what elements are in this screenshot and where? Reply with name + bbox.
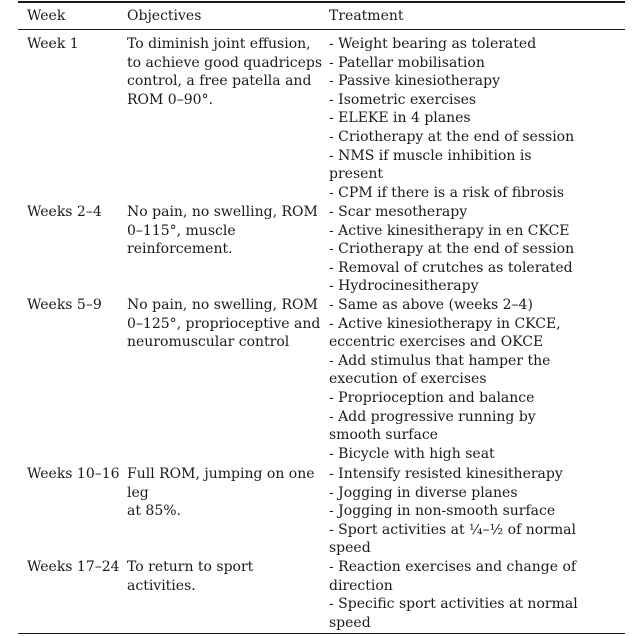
treatment-line: smooth surface <box>329 427 438 444</box>
treatment-line: - Active kinesiotherapy in CKCE, <box>329 315 561 332</box>
treatment-line: - Jogging in diverse planes <box>329 484 518 501</box>
treatment-line: - Criotherapy at the end of session <box>329 241 575 258</box>
header-treatment: Treatment <box>329 8 404 24</box>
treatment-line: - Specific sport activities at normal <box>329 596 578 613</box>
treatment-cell <box>329 203 625 296</box>
treatment-cell <box>329 35 625 202</box>
treatment-cell <box>329 296 625 463</box>
week-cell: Weeks 5–9 <box>27 297 102 313</box>
treatment-line: - NMS if muscle inhibition is <box>329 147 532 164</box>
treatment-line: - Jogging in non-smooth surface <box>329 503 556 520</box>
week-cell: Weeks 17–24 <box>27 559 120 575</box>
objectives-cell <box>127 558 323 595</box>
treatment-line: speed <box>329 614 371 631</box>
treatment-line: - Passive kinesiotherapy <box>329 73 501 90</box>
treatment-line: - Add progressive running by <box>329 408 536 425</box>
treatment-line: - Add stimulus that hamper the <box>329 352 551 369</box>
treatment-line: present <box>329 166 384 183</box>
treatment-line: - Intensify resisted kinesitherapy <box>329 466 563 482</box>
objectives-cell <box>127 296 323 352</box>
week-cell: Weeks 10–16 <box>27 466 120 482</box>
objective-line: neuromuscular control <box>127 334 290 351</box>
objective-line: control, a free patella and <box>127 73 312 90</box>
table-top-rule <box>18 1 625 3</box>
treatment-line: speed <box>329 540 371 557</box>
treatment-line: - Active kinesitherapy in en CKCE <box>329 222 570 239</box>
treatment-line: - Scar mesotherapy <box>329 204 468 220</box>
objective-line: To diminish joint effusion, <box>127 36 311 52</box>
header-rule <box>18 29 625 30</box>
treatment-line: - Removal of crutches as tolerated <box>329 259 573 276</box>
treatment-line: direction <box>329 577 393 594</box>
treatment-line: - ELEKE in 4 planes <box>329 110 471 127</box>
treatment-line: - Proprioception and balance <box>329 389 535 406</box>
treatment-line: - CPM if there is a risk of fibrosis <box>329 184 565 201</box>
table-bottom-rule <box>18 633 625 634</box>
treatment-line: - Same as above (weeks 2–4) <box>329 297 533 313</box>
objectives-cell <box>127 465 323 521</box>
treatment-cell <box>329 558 625 632</box>
treatment-line: - Bicycle with high seat <box>329 445 495 462</box>
objective-line: No pain, no swelling, ROM <box>127 204 318 220</box>
header-objectives: Objectives <box>127 8 202 24</box>
objective-line: To return to sport activities. <box>127 559 254 594</box>
treatment-line: - Reaction exercises and change of <box>329 559 577 575</box>
header-week: Week <box>27 8 66 24</box>
treatment-line: - Weight bearing as tolerated <box>329 36 537 52</box>
week-cell: Week 1 <box>27 36 79 52</box>
week-cell: Weeks 2–4 <box>27 204 102 220</box>
treatment-line: - Isometric exercises <box>329 91 477 108</box>
treatment-line: eccentric exercises and OKCE <box>329 334 544 351</box>
objective-line: to achieve good quadriceps <box>127 54 323 71</box>
treatment-line: - Criotherapy at the end of session <box>329 128 575 145</box>
treatment-line: - Patellar mobilisation <box>329 54 485 71</box>
treatment-line: execution of exercises <box>329 371 487 388</box>
objectives-cell <box>127 203 323 259</box>
objectives-cell <box>127 35 323 109</box>
objective-line: 0–125°, proprioceptive and <box>127 315 321 332</box>
objective-line: 0–115°, muscle <box>127 222 236 239</box>
objective-line: No pain, no swelling, ROM <box>127 297 318 313</box>
treatment-line: - Hydrocinesitherapy <box>329 278 479 295</box>
objective-line: Full ROM, jumping on one leg <box>127 466 315 501</box>
objective-line: at 85%. <box>127 503 181 520</box>
objective-line: ROM 0–90°. <box>127 91 213 108</box>
treatment-cell <box>329 465 625 558</box>
objective-line: reinforcement. <box>127 241 233 258</box>
treatment-line: - Sport activities at ¼–½ of normal <box>329 521 576 538</box>
